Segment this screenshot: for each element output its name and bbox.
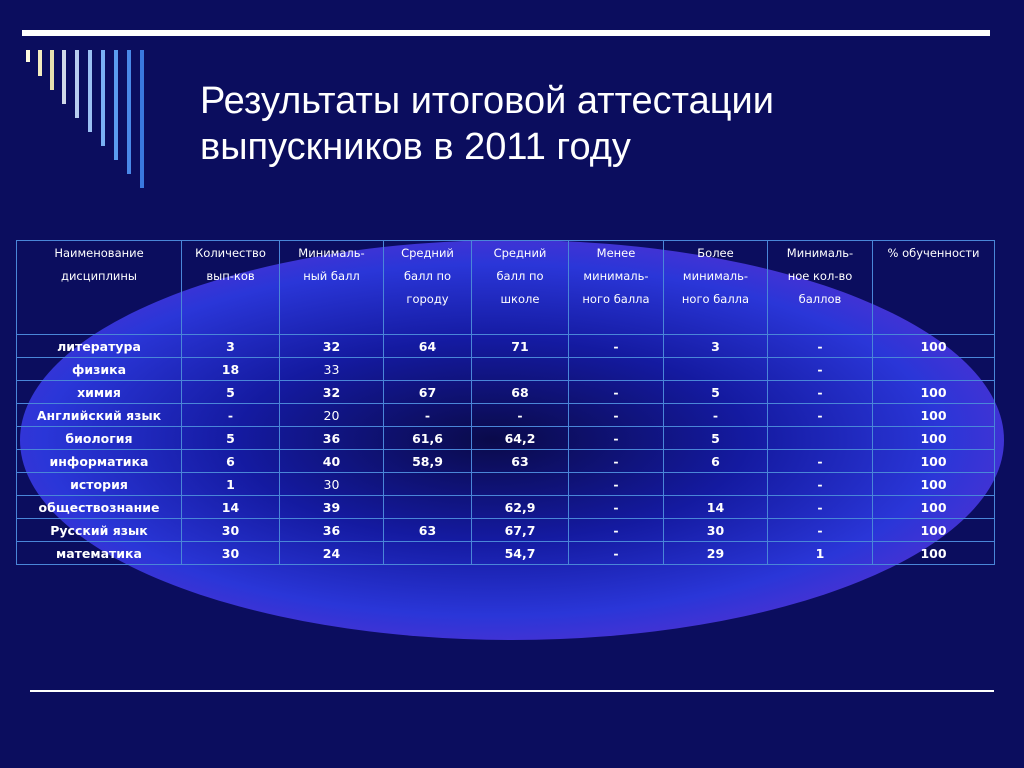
table-cell: - (768, 519, 873, 542)
table-cell: 62,9 (472, 496, 569, 519)
table-cell: 30 (280, 473, 384, 496)
subject-name-cell: химия (17, 381, 182, 404)
table-cell: 100 (873, 404, 995, 427)
table-cell: 39 (280, 496, 384, 519)
table-cell: - (768, 381, 873, 404)
column-header (182, 241, 280, 335)
decorative-stripe (114, 50, 118, 160)
table-header-row (17, 241, 995, 335)
bottom-divider-line (30, 690, 994, 692)
top-divider-line (22, 30, 990, 36)
table-cell: - (664, 404, 768, 427)
table-cell: - (569, 473, 664, 496)
subject-name-cell: физика (17, 358, 182, 381)
table-row (17, 496, 995, 519)
table-cell: 100 (873, 450, 995, 473)
column-header-line: Менее (596, 246, 636, 260)
table-row (17, 542, 995, 565)
table-cell: - (182, 404, 280, 427)
subject-name-cell: литература (17, 335, 182, 358)
column-header-line: балл по (496, 269, 544, 283)
table-cell: 5 (664, 427, 768, 450)
table-cell: 100 (873, 335, 995, 358)
decorative-stripe (140, 50, 144, 188)
table-cell (472, 358, 569, 381)
table-cell: 20 (280, 404, 384, 427)
table-cell: - (569, 519, 664, 542)
table-cell (569, 358, 664, 381)
table-cell: - (768, 335, 873, 358)
table-cell (664, 358, 768, 381)
table-cell (384, 542, 472, 565)
column-header-line: ного балла (582, 292, 650, 306)
table-cell: 6 (664, 450, 768, 473)
table-cell: 33 (280, 358, 384, 381)
table-cell: - (569, 381, 664, 404)
table-row (17, 335, 995, 358)
decorative-stripe (101, 50, 105, 146)
subject-name-cell: информатика (17, 450, 182, 473)
title-line-2: выпускников в 2011 году (200, 126, 631, 168)
decorative-stripe (26, 50, 30, 62)
column-header (664, 241, 768, 335)
table-cell: - (569, 335, 664, 358)
table-cell: 63 (472, 450, 569, 473)
table-cell (384, 496, 472, 519)
table-cell: 18 (182, 358, 280, 381)
table-cell: 64 (384, 335, 472, 358)
table-cell: 5 (182, 427, 280, 450)
subject-name-cell: Английский язык (17, 404, 182, 427)
table-cell: 6 (182, 450, 280, 473)
column-header-line: вып-ков (206, 269, 255, 283)
table-row (17, 519, 995, 542)
table-cell (664, 473, 768, 496)
table-cell: 1 (182, 473, 280, 496)
column-header-line: ного балла (681, 292, 750, 306)
table-body (17, 335, 995, 565)
table-cell: 29 (664, 542, 768, 565)
results-table (16, 240, 995, 565)
column-header-line: Средний (493, 246, 547, 260)
table-cell: - (569, 496, 664, 519)
table-cell: 1 (768, 542, 873, 565)
table-row (17, 450, 995, 473)
decorative-stripe (127, 50, 131, 174)
table-row (17, 358, 995, 381)
column-header-line: дисциплины (61, 269, 137, 283)
title-line-1: Результаты итоговой аттестации (200, 80, 775, 122)
table-cell: 67,7 (472, 519, 569, 542)
column-header-line: баллов (798, 292, 842, 306)
table-cell: 32 (280, 381, 384, 404)
table-row (17, 381, 995, 404)
table-cell: 100 (873, 381, 995, 404)
table-cell: 71 (472, 335, 569, 358)
subject-name-cell: история (17, 473, 182, 496)
column-header-line: % обученности (887, 246, 980, 260)
table-cell: - (768, 496, 873, 519)
table-cell: 32 (280, 335, 384, 358)
table-cell: 67 (384, 381, 472, 404)
table-cell: 14 (182, 496, 280, 519)
table-cell: 36 (280, 427, 384, 450)
table-cell: - (768, 473, 873, 496)
column-header-line: Наименование (54, 246, 144, 260)
column-header-line: школе (500, 292, 540, 306)
table-cell: 3 (664, 335, 768, 358)
table-cell: - (768, 358, 873, 381)
table-row (17, 473, 995, 496)
column-header (384, 241, 472, 335)
decorative-stripe (88, 50, 92, 132)
column-header (569, 241, 664, 335)
table-cell: 30 (182, 519, 280, 542)
column-header (280, 241, 384, 335)
table-cell: - (569, 542, 664, 565)
table-cell: - (768, 404, 873, 427)
table-cell: 100 (873, 496, 995, 519)
table-cell: - (384, 404, 472, 427)
table-cell: 68 (472, 381, 569, 404)
table-cell: 54,7 (472, 542, 569, 565)
decorative-stripe (50, 50, 54, 90)
column-header-line: Более (697, 246, 734, 260)
decorative-stripe (75, 50, 79, 118)
table-cell: 36 (280, 519, 384, 542)
table-cell: 40 (280, 450, 384, 473)
column-header-line: городу (406, 292, 449, 306)
subject-name-cell: обществознание (17, 496, 182, 519)
column-header-line: Количество (195, 246, 266, 260)
table-cell: 100 (873, 473, 995, 496)
column-header (768, 241, 873, 335)
table-cell: - (768, 450, 873, 473)
table-cell (384, 473, 472, 496)
table-row (17, 404, 995, 427)
table-cell (768, 427, 873, 450)
subject-name-cell: биология (17, 427, 182, 450)
table-cell (472, 473, 569, 496)
table-cell: 100 (873, 542, 995, 565)
table-cell: - (569, 427, 664, 450)
table-row (17, 427, 995, 450)
table-cell: 64,2 (472, 427, 569, 450)
column-header-line: минималь- (682, 269, 749, 283)
column-header (873, 241, 995, 335)
table-cell: - (569, 450, 664, 473)
table-cell: - (569, 404, 664, 427)
column-header-line: балл по (403, 269, 452, 283)
table-cell: 61,6 (384, 427, 472, 450)
table-cell: 5 (182, 381, 280, 404)
table-cell: - (472, 404, 569, 427)
table-cell: 5 (664, 381, 768, 404)
column-header (17, 241, 182, 335)
slide-title (200, 78, 980, 170)
column-header-line: Средний (401, 246, 454, 260)
table-cell: 100 (873, 427, 995, 450)
column-header (472, 241, 569, 335)
table-cell: 24 (280, 542, 384, 565)
table-cell: 63 (384, 519, 472, 542)
table-cell: 30 (182, 542, 280, 565)
subject-name-cell: математика (17, 542, 182, 565)
subject-name-cell: Русский язык (17, 519, 182, 542)
column-header-line: минималь- (583, 269, 649, 283)
decorative-stripe (62, 50, 66, 104)
table-cell: 100 (873, 519, 995, 542)
table-cell: 3 (182, 335, 280, 358)
column-header-line: Минималь- (298, 246, 365, 260)
table-cell (384, 358, 472, 381)
column-header-line: Минималь- (786, 246, 854, 260)
table-cell (873, 358, 995, 381)
table-cell: 14 (664, 496, 768, 519)
table-cell: 58,9 (384, 450, 472, 473)
table-cell: 30 (664, 519, 768, 542)
column-header-line: ный балл (303, 269, 360, 283)
decorative-stripe (38, 50, 42, 76)
column-header-line: ное кол-во (787, 269, 853, 283)
